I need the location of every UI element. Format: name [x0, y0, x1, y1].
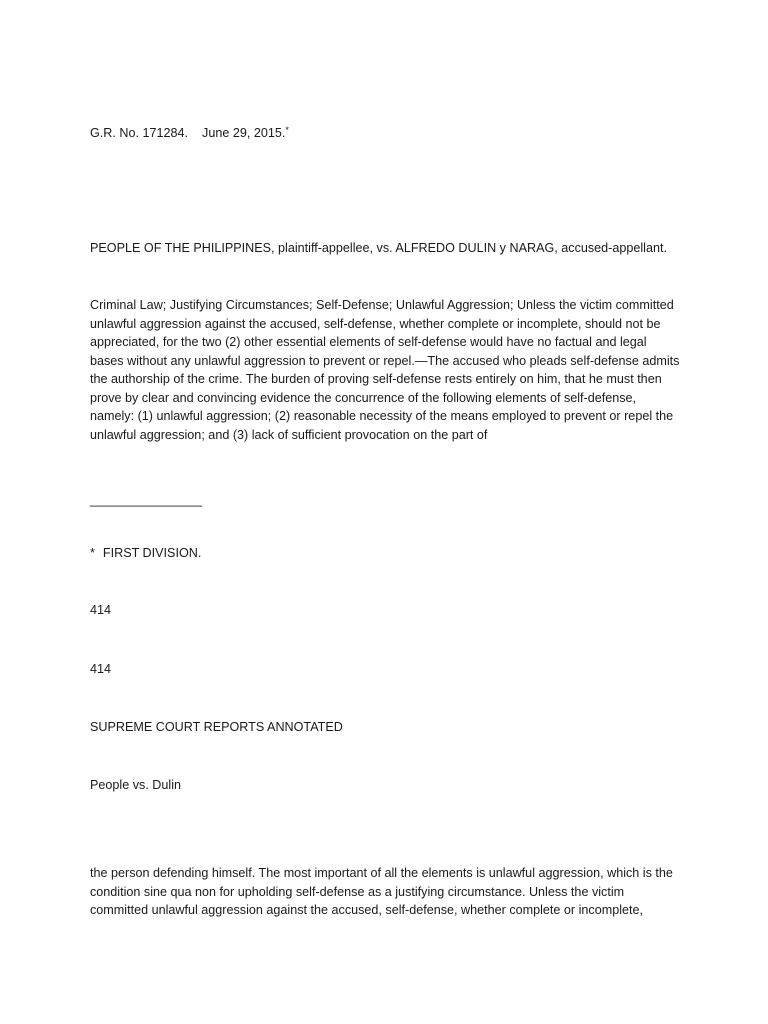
- page-number-repeat: 414: [90, 662, 112, 676]
- date-footnote-marker: *: [285, 125, 289, 135]
- syllabus-paragraph: Criminal Law; Justifying Circumstances; Self-Defense; Unlawful Aggression; Unless the victim committed unlawful aggression against the accused, self-defense, whether complete or incomplete, should not be appreciated, for the two (2) other essential elements of self-defense would have no factual and legal bases without any unlawful aggression to prevent or repel.—The accused who pleads self-defense admits the authorship of the crime. The burden of proving self-defense rests entirely on him, that he must then prove by clear and convincing evidence the concurrence of the following elements of self-defense, namely: (1) unlawful aggression; (2) reasonable necessity of the means employed to prevent or repel the unlawful aggression; and (3) lack of sufficient provocation on the part of: [90, 298, 680, 442]
- case-parties: PEOPLE OF THE PHILIPPINES, plaintiff-appellee, vs. ALFREDO DULIN y NARAG, accused-appellant.: [90, 241, 667, 255]
- gr-number: G.R. No. 171284.: [90, 126, 189, 140]
- footnote: [90, 544, 680, 563]
- footnote-marker: *: [90, 546, 95, 560]
- reporter-title: SUPREME COURT REPORTS ANNOTATED: [90, 720, 343, 734]
- decision-date: June 29, 2015.: [202, 126, 286, 140]
- continued-paragraph: the person defending himself. The most important of all the elements is unlawful aggression, which is the condition sine qua non for upholding self-defense as a justifying circumstance. Unless the victim committed unlawful aggression against the accused, self-defense, whether complete or incomplete,: [90, 866, 673, 917]
- footnote-divider: ________________: [90, 493, 203, 507]
- case-caption: People vs. Dulin: [90, 778, 182, 792]
- footnote-text: FIRST DIVISION.: [102, 546, 202, 560]
- case-header-line: [90, 121, 680, 143]
- page-number: 414: [90, 603, 112, 617]
